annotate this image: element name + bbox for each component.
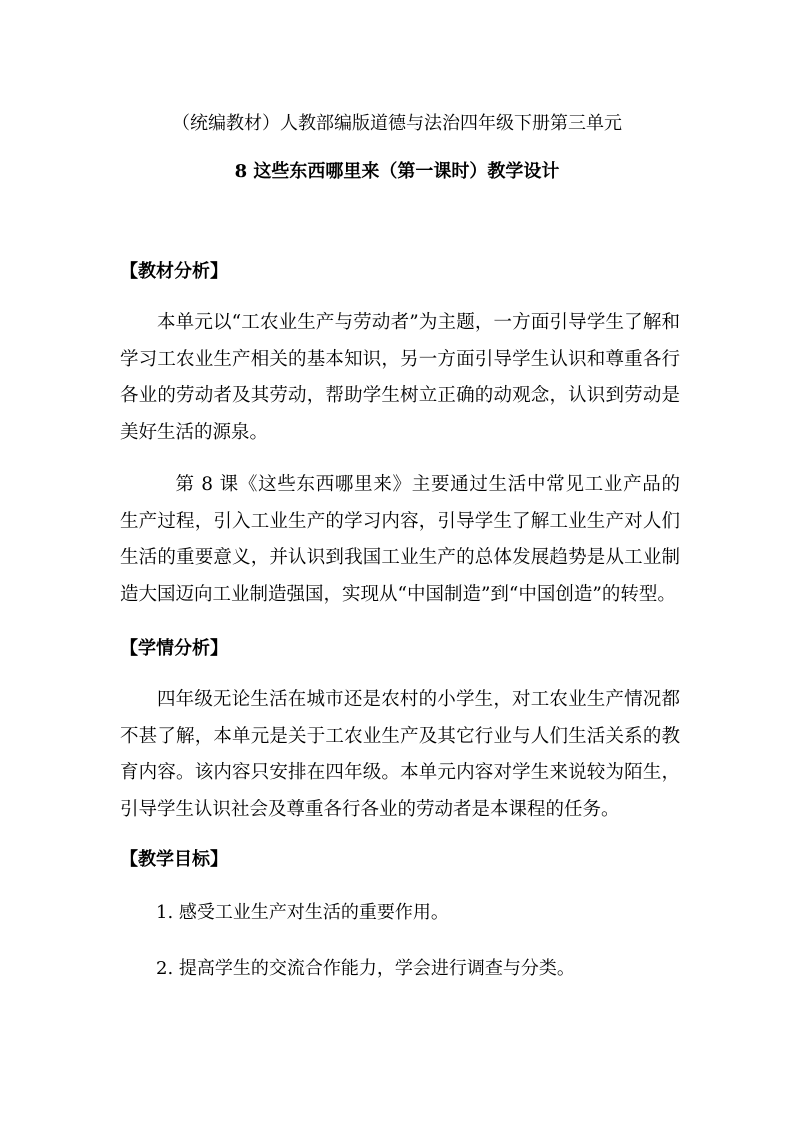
teaching-goal-item-1: 1. 感受工业生产对生活的重要作用。 <box>156 902 449 923</box>
paragraph-student-analysis-1: 四年级无论生活在城市还是农村的小学生，对工农业生产情况都不甚了解，本单元是关于工农业生产及其它行业与人们生活关系的教育内容。该内容只安排在四年级。本单元内容对学生来说较为陌生，引导学生认识社会及尊重各行各业的劳动者是本课程的任务。 <box>120 689 680 820</box>
paragraph-textbook-analysis-1: 本单元以“工农业生产与劳动者”为主题，一方面引导学生了解和学习工农业生产相关的基本知识，另一方面引导学生认识和尊重各行各业的劳动者及其劳动，帮助学生树立正确的动观念，认识到劳动是美好生活的源泉。 <box>120 312 680 443</box>
section-heading-student-analysis: 【学情分析】 <box>120 638 228 659</box>
section-heading-textbook-analysis: 【教材分析】 <box>120 261 228 282</box>
document-title-line2: 8 这些东西哪里来（第一课时）教学设计 <box>234 161 560 182</box>
teaching-goal-item-2: 2. 提高学生的交流合作能力，学会进行调查与分类。 <box>156 958 575 979</box>
document-title-line1: （统编教材）人教部编版道德与法治四年级下册第三单元 <box>172 113 622 134</box>
paragraph-textbook-analysis-2: 第 8 课《这些东西哪里来》主要通过生活中常见工业产品的生产过程，引入工业生产的学习内容，引导学生了解工业生产对人们生活的重要意义，并认识到我国工业生产的总体发展趋势是从工业制造大国迈向工业制造强国，实现从“中国制造”到“中国创造”的转型。 <box>120 474 680 605</box>
section-heading-teaching-goals: 【教学目标】 <box>120 849 228 870</box>
